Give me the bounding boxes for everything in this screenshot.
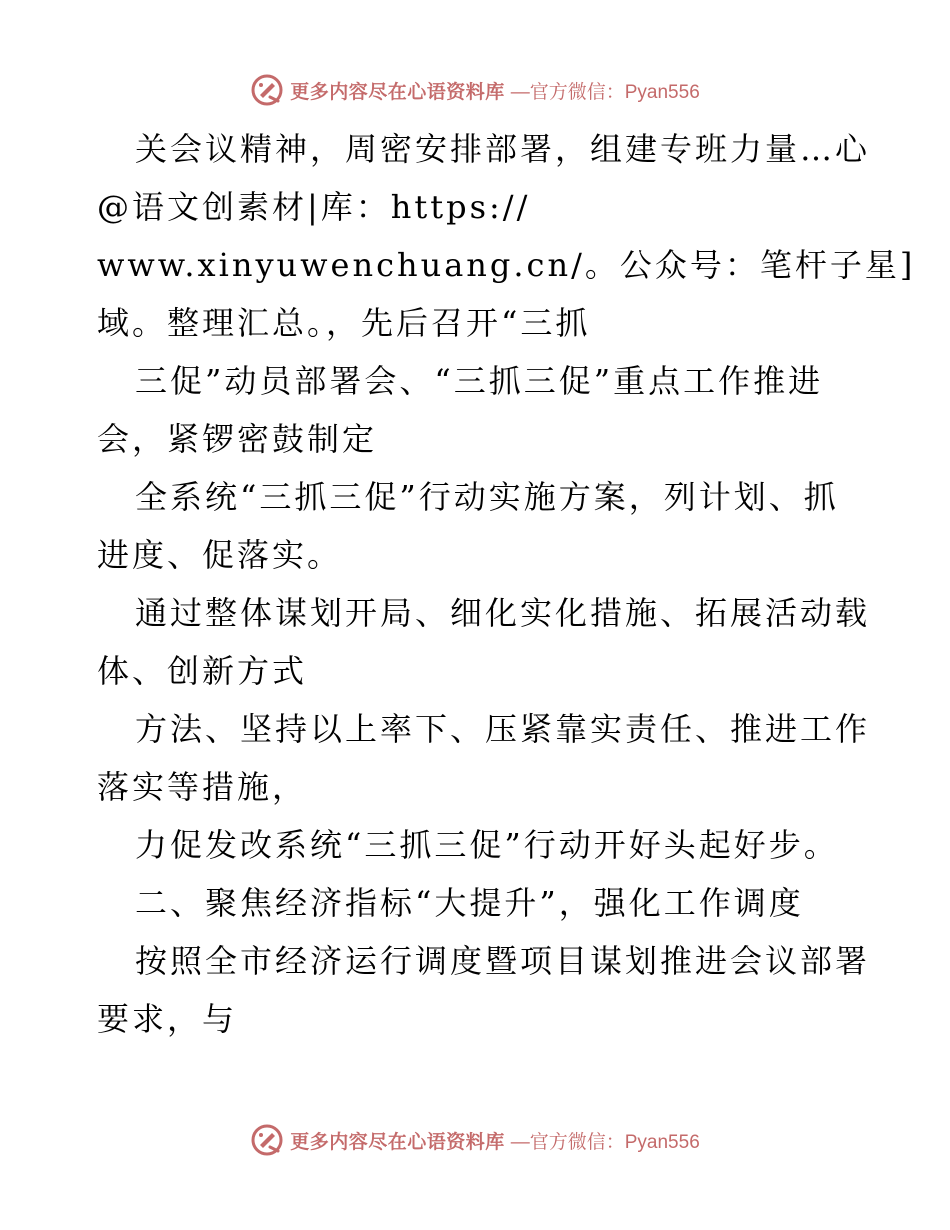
document-body [97, 120, 916, 1048]
body-line: www.xinyuwenchuang.cn/。公众号：笔杆子星] [97, 246, 916, 284]
body-line: 按照全市经济运行调度暨项目谋划推进会议部署 [135, 942, 871, 980]
body-line: 进度、促落实。 [97, 536, 343, 574]
footer-banner-suffix: —官方微信：Pyan556 [510, 1131, 700, 1153]
body-line: @语文创素材|库：https:// [97, 188, 531, 226]
header-banner-suffix: —官方微信：Pyan556 [510, 81, 700, 103]
body-line: 体、创新方式 [97, 652, 308, 690]
footer-banner [0, 1120, 950, 1160]
body-line: 力促发改系统“三抓三促”行动开好头起好步。 [135, 826, 839, 864]
seal-logo-icon [250, 73, 284, 107]
body-line: 落实等措施， [97, 768, 308, 806]
section-heading: 二、聚焦经济指标“大提升”，强化工作调度 [135, 884, 804, 922]
body-line: 会，紧锣密鼓制定 [97, 420, 378, 458]
body-line: 方法、坚持以上率下、压紧靠实责任、推进工作 [135, 710, 871, 748]
body-line: 通过整体谋划开局、细化实化措施、拓展活动载 [135, 594, 871, 632]
footer-banner-text: 更多内容尽在心语资料库 [290, 1130, 505, 1153]
body-line: 关会议精神，周密安排部署，组建专班力量…心 [135, 130, 871, 168]
header-banner-text: 更多内容尽在心语资料库 [290, 80, 505, 103]
header-banner [0, 70, 950, 110]
body-line: 全系统“三抓三促”行动实施方案，列计划、抓 [135, 478, 839, 516]
body-line: 三促”动员部署会、“三抓三促”重点工作推进 [135, 362, 824, 400]
seal-logo-icon [250, 1123, 284, 1157]
body-line: 域。整理汇总。，先后召开“三抓 [97, 304, 591, 342]
body-line: 要求，与 [97, 1000, 238, 1038]
